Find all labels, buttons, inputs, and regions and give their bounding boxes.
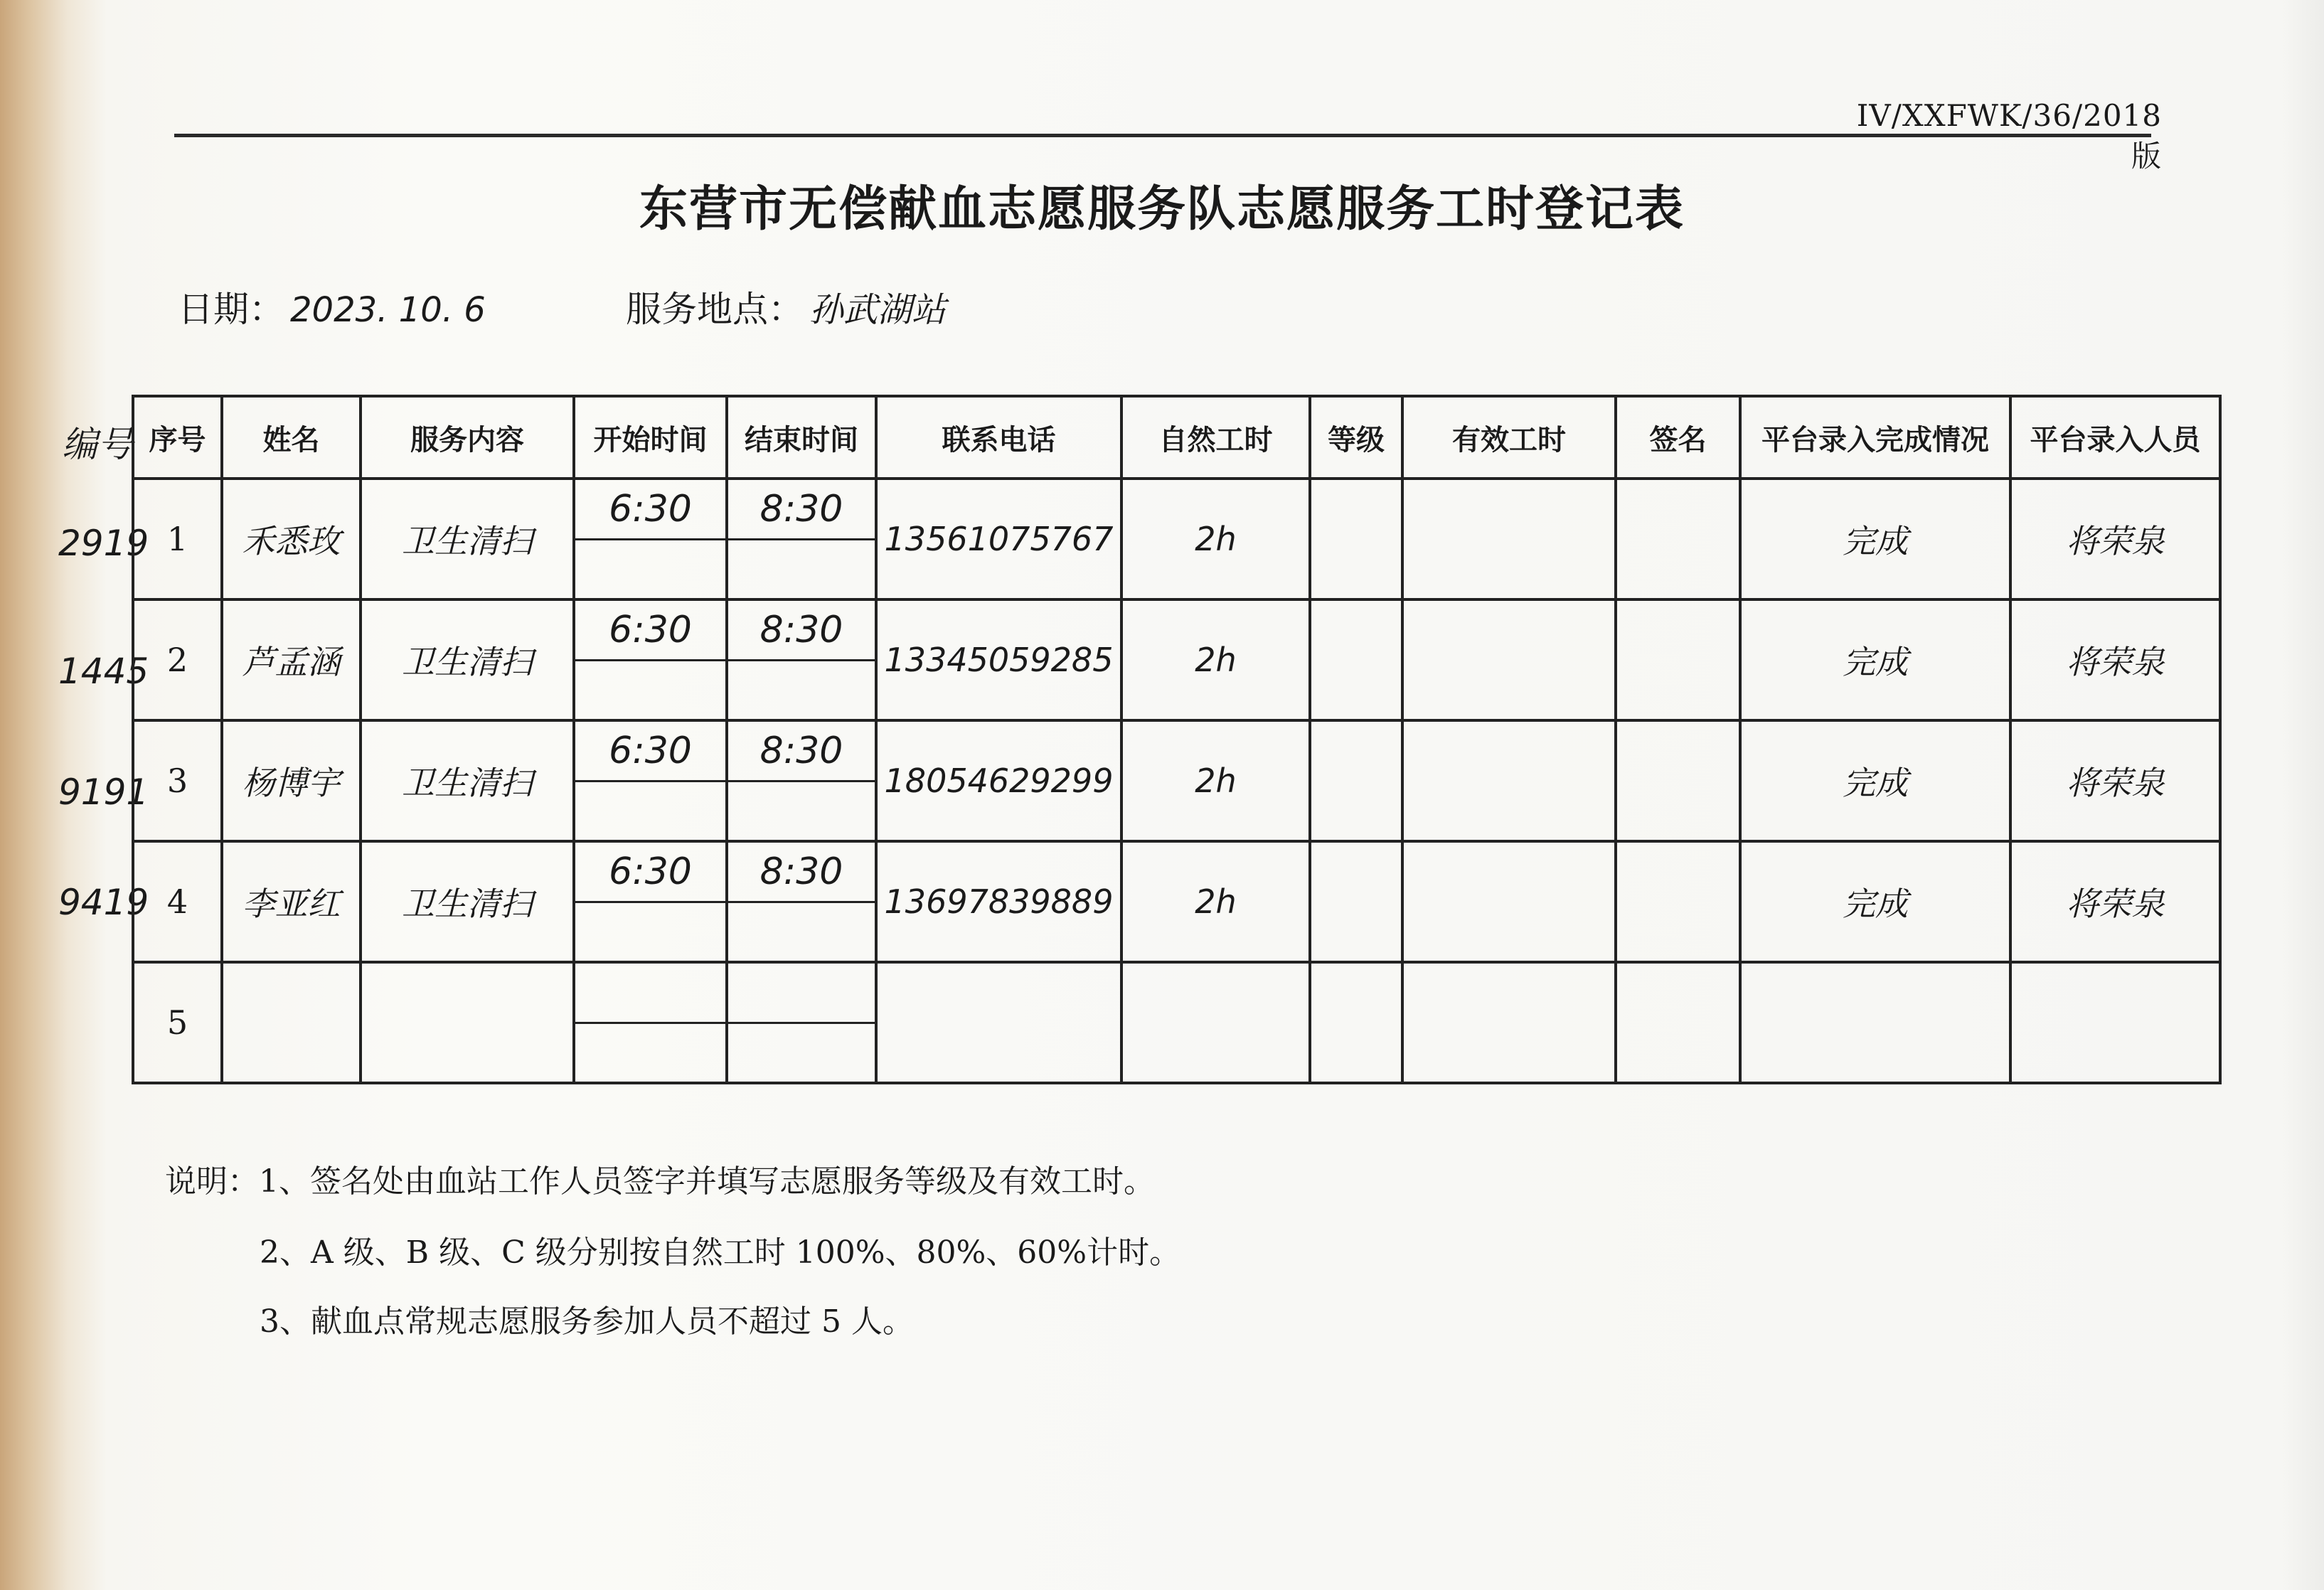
header-seq: 序号 — [133, 396, 222, 479]
cell-sign — [1616, 841, 1740, 962]
cell-name: 李亚红 — [222, 841, 361, 962]
cell-effective — [1402, 841, 1616, 962]
cell-hours — [1121, 962, 1310, 1083]
cell-start-value — [575, 964, 725, 1024]
cell-start — [574, 720, 727, 841]
place-label: 服务地点： — [626, 289, 804, 330]
cell-status — [1740, 962, 2010, 1083]
cell-content: 卫生清扫 — [361, 599, 574, 720]
cell-start — [574, 962, 727, 1083]
cell-name: 杨博宇 — [222, 720, 361, 841]
note-2: 2、A 级、B 级、C 级分别按自然工时 100%、80%、60%计时。 — [260, 1234, 1181, 1271]
date-label: 日期： — [178, 289, 284, 330]
side-id-2: 1445 — [58, 651, 149, 692]
cell-seq: 3 — [133, 720, 222, 841]
cell-seq: 4 — [133, 841, 222, 962]
note-1: 说明：1、签名处由血站工作人员签字并填写志愿服务等级及有效工时。 — [165, 1163, 1155, 1200]
table-row — [133, 962, 2220, 1083]
table-row — [133, 720, 2220, 841]
cell-effective — [1402, 479, 1616, 599]
table-row — [133, 841, 2220, 962]
cell-grade — [1310, 599, 1402, 720]
cell-grade — [1310, 962, 1402, 1083]
cell-end-value: 8:30 — [728, 722, 875, 782]
cell-status: 完成 — [1740, 479, 2010, 599]
cell-end-value: 8:30 — [728, 480, 875, 540]
cell-name: 禾悉玫 — [222, 479, 361, 599]
cell-end-value: 8:30 — [728, 843, 875, 903]
cell-sign — [1616, 479, 1740, 599]
cell-grade — [1310, 841, 1402, 962]
cell-hours: 2h — [1121, 479, 1310, 599]
cell-seq: 5 — [133, 962, 222, 1083]
cell-entrant: 将荣泉 — [2010, 841, 2220, 962]
table-row — [133, 479, 2220, 599]
document-code: IV/XXFWK/36/2018 版 — [1856, 98, 2162, 174]
cell-effective — [1402, 599, 1616, 720]
header-status: 平台录入完成情况 — [1740, 396, 2010, 479]
cell-end — [727, 841, 876, 962]
cell-end — [727, 962, 876, 1083]
header-grade: 等级 — [1310, 396, 1402, 479]
header-effective: 有效工时 — [1402, 396, 1616, 479]
cell-start — [574, 599, 727, 720]
cell-seq: 1 — [133, 479, 222, 599]
cell-content: 卫生清扫 — [361, 841, 574, 962]
cell-entrant: 将荣泉 — [2010, 479, 2220, 599]
table-row — [133, 599, 2220, 720]
date-field — [178, 281, 486, 332]
cell-end — [727, 479, 876, 599]
header-sign: 签名 — [1616, 396, 1740, 479]
cell-end — [727, 599, 876, 720]
cell-phone: 18054629299 — [876, 720, 1121, 841]
cell-status: 完成 — [1740, 599, 2010, 720]
cell-end — [727, 720, 876, 841]
cell-entrant — [2010, 962, 2220, 1083]
side-id-1: 2919 — [58, 523, 149, 564]
side-id-4: 9419 — [58, 882, 149, 923]
cell-sign — [1616, 720, 1740, 841]
cell-name — [222, 962, 361, 1083]
table-header-row — [133, 396, 2220, 479]
cell-effective — [1402, 720, 1616, 841]
header-rule — [174, 134, 2151, 137]
cell-entrant: 将荣泉 — [2010, 720, 2220, 841]
cell-start-value: 6:30 — [575, 843, 725, 903]
cell-start-value: 6:30 — [575, 601, 725, 661]
header-content: 服务内容 — [361, 396, 574, 479]
cell-name: 芦孟涵 — [222, 599, 361, 720]
cell-phone: 13561075767 — [876, 479, 1121, 599]
cell-start-value: 6:30 — [575, 480, 725, 540]
header-phone: 联系电话 — [876, 396, 1121, 479]
cell-end-value: 8:30 — [728, 601, 875, 661]
cell-start — [574, 841, 727, 962]
cell-entrant: 将荣泉 — [2010, 599, 2220, 720]
cell-end-value — [728, 964, 875, 1024]
side-header-id: 编号 — [62, 424, 133, 465]
place-value: 孙武湖站 — [809, 290, 947, 330]
cell-grade — [1310, 479, 1402, 599]
cell-sign — [1616, 962, 1740, 1083]
side-id-3: 9191 — [58, 772, 149, 813]
place-field — [626, 281, 946, 332]
cell-start-value: 6:30 — [575, 722, 725, 782]
date-value: 2023. 10. 6 — [290, 290, 486, 330]
cell-hours: 2h — [1121, 720, 1310, 841]
header-hours: 自然工时 — [1121, 396, 1310, 479]
header-name: 姓名 — [222, 396, 361, 479]
header-end: 结束时间 — [727, 396, 876, 479]
cell-phone — [876, 962, 1121, 1083]
cell-phone: 13697839889 — [876, 841, 1121, 962]
cell-effective — [1402, 962, 1616, 1083]
cell-content: 卫生清扫 — [361, 720, 574, 841]
cell-status: 完成 — [1740, 841, 2010, 962]
cell-hours: 2h — [1121, 841, 1310, 962]
cell-hours: 2h — [1121, 599, 1310, 720]
cell-start — [574, 479, 727, 599]
note-3: 3、献血点常规志愿服务参加人员不超过 5 人。 — [260, 1303, 914, 1340]
cell-grade — [1310, 720, 1402, 841]
registration-table — [132, 395, 2222, 1084]
cell-content — [361, 962, 574, 1083]
cell-content: 卫生清扫 — [361, 479, 574, 599]
header-start: 开始时间 — [574, 396, 727, 479]
cell-status: 完成 — [1740, 720, 2010, 841]
cell-sign — [1616, 599, 1740, 720]
cell-seq: 2 — [133, 599, 222, 720]
cell-phone: 13345059285 — [876, 599, 1121, 720]
header-entrant: 平台录入人员 — [2010, 396, 2220, 479]
form-title: 东营市无偿献血志愿服务队志愿服务工时登记表 — [639, 181, 1685, 238]
